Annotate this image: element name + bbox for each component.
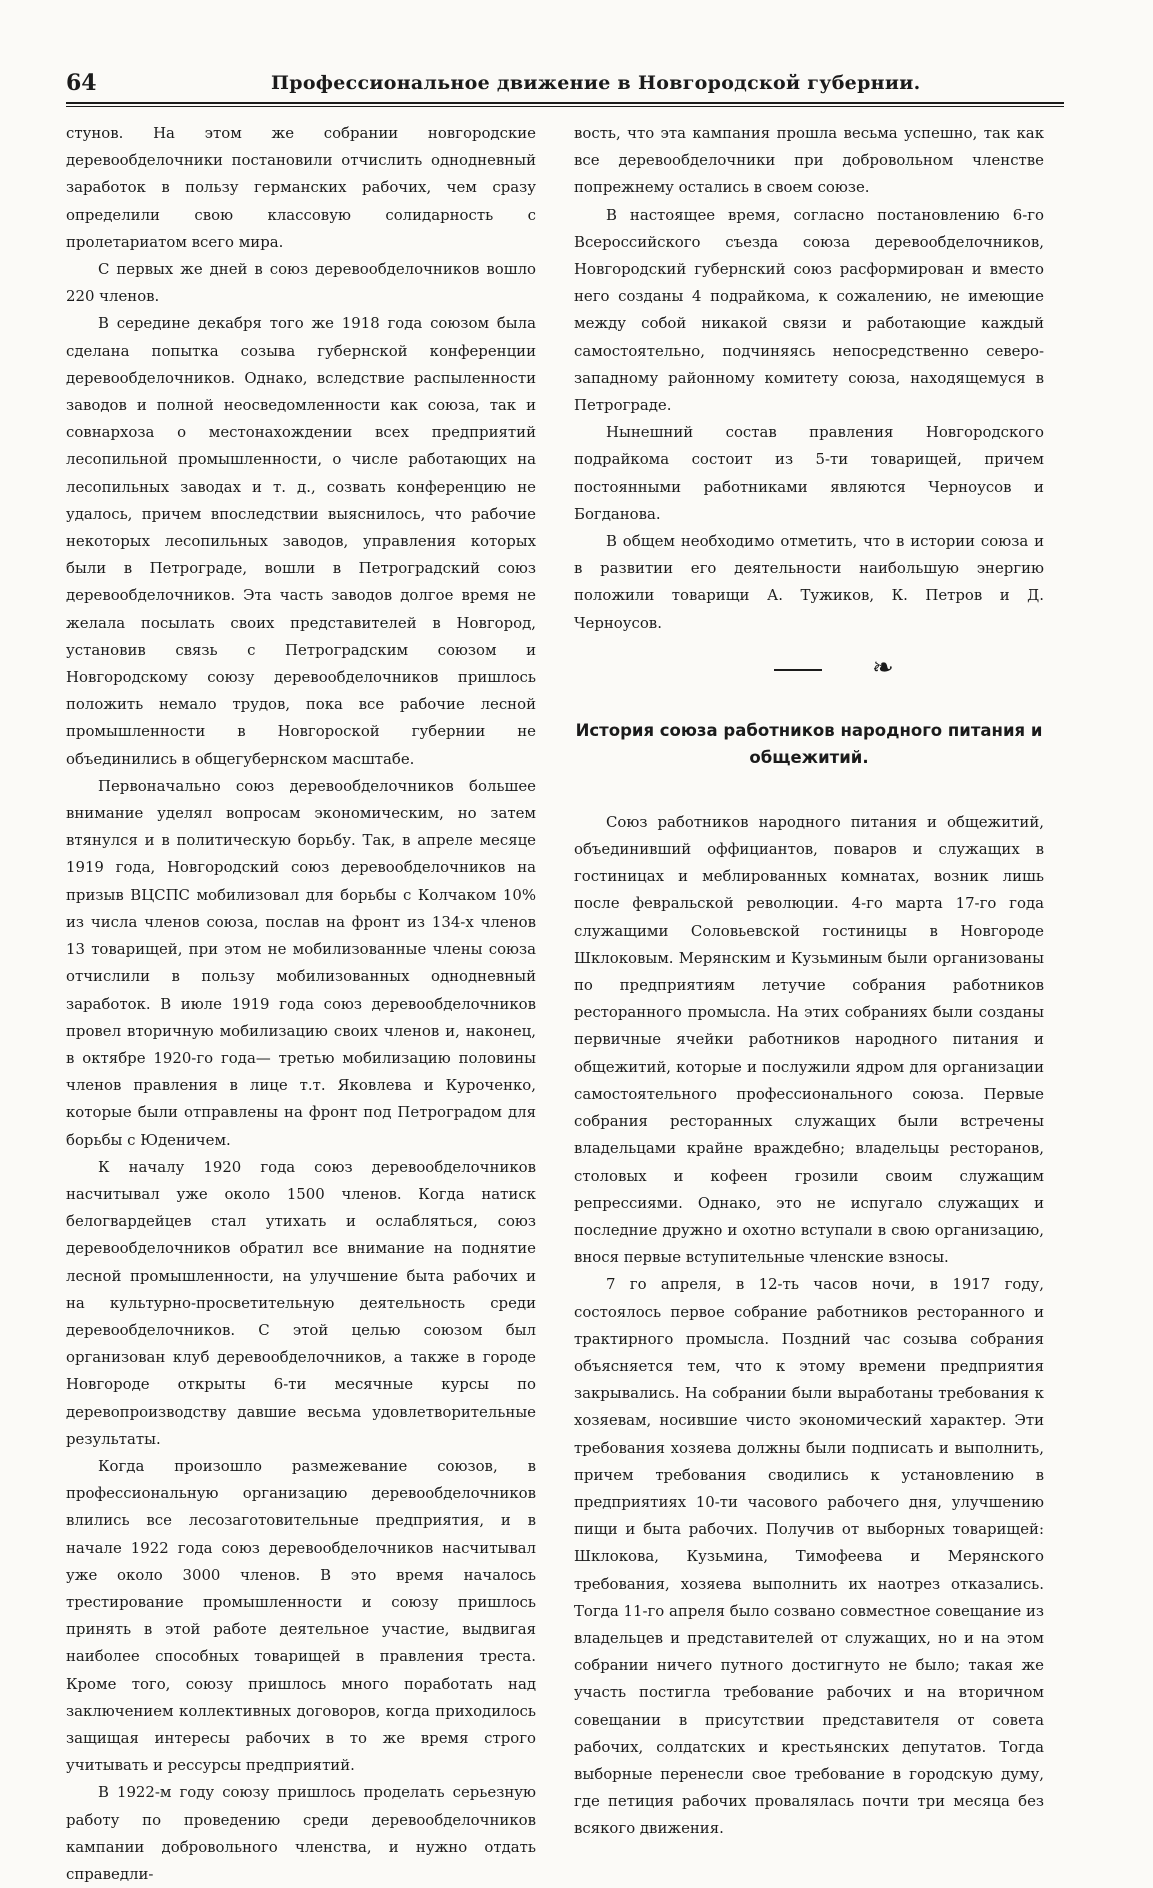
- section-title: История союза работников народного питания и общежитий.: [575, 720, 1043, 767]
- right-column: [574, 120, 1044, 1843]
- paragraph: вость, что эта кампания прошла весьма успешно, так как все деревообделочники при добровольном членстве попрежнему остались в своем союзе.: [574, 124, 1044, 197]
- separator-dash: [774, 669, 822, 671]
- paragraph: К началу 1920 года союз деревообделочников насчитывал уже около 1500 членов. Когда натиск белогвардейцев стал утихать и ослабляться, союз деревообделочников обратил все внимание на поднятие лесной промышленности, на улучшение быта рабочих и на культурно-просветительную деятельность среди деревообделочников. С этой целью союзом был организован клуб деревообделочников, а также в городе Новгороде открыты 6-ти месячные курсы по деревопроизводству давшие весьма удовлетворительные результаты.: [66, 1157, 536, 1448]
- document-page: [66, 70, 1066, 1883]
- paragraph: В 1922-м году союзу пришлось проделать серьезную работу по проведению среди деревообделочников кампании добровольного членства, и нужно отдать справедли-: [66, 1783, 536, 1883]
- page-header: [66, 70, 1066, 106]
- left-column: [66, 120, 536, 1888]
- paragraph: В настоящее время, согласно постановлению 6-го Всероссийского съезда союза деревообделочников, Новгородский губернский союз расформирован и вместо него созданы 4 подрайкома, к сожалению, не имеющие между собой никакой связи и работающие каждый самостоятельно, подчиняясь непосредственно северо-западному районному комитету союза, находящемуся в Петрограде.: [574, 205, 1044, 415]
- section-separator: [574, 651, 1044, 691]
- paragraph: стунов. На этом же собрании новгородские деревообделочники постановили отчислить однодневный заработок в пользу германских рабочих, чем сразу определили свою классовую солидарность с пролетариатом всего мира.: [66, 124, 536, 251]
- header-rule: [66, 102, 1064, 107]
- running-title: Профессиональное движение в Новгородской губернии.: [271, 72, 921, 94]
- page-number: 64: [66, 70, 97, 96]
- paragraph: Когда произошло размежевание союзов, в профессиональную организацию деревообделочников влились все лесозаготовительные предприятия, и в начале 1922 года союз деревообделочников насчитывал уже около 3000 членов. В это время началось трестирование промышленности и союзу пришлось принять в этой работе деятельное участие, выдвигая наиболее способных товарищей в правления треста. Кроме того, союзу пришлось много поработать над заключением коллективных договоров, когда приходилось защищая интересы рабочих в то же время строго учитывать и рессурсы предприятий.: [66, 1456, 536, 1775]
- paragraph: 7 го апреля, в 12-ть часов ночи, в 1917 году, состоялось первое собрание работников ресторанного и трактирного промысла. Поздний час созыва собрания объясняется тем, что к этому времени предприятия закрывались. На собрании были выработаны требования к хозяевам, носившие чисто экономический характер. Эти требования хозяева должны были подписать и выполнить, причем требования сводились к установлению в предприятиях 10-ти часового рабочего дня, улучшению пищи и быта рабочих. Получив от выборных товарищей: Шклокова, Кузьмина, Тимофеева и Мерянского требования, хозяева выполнить их наотрез отказались. Тогда 11-го апреля было созвано совместное совещание из владельцев и представителей от служащих, но и на этом собрании ничего путного достигнуто не было; такая же участь постигла требование рабочих и на вторичном совещании в присутствии представителя от совета рабочих, солдатских и крестьянских депутатов. Тогда выборные перенесли свое требование в городскую думу, где петиция рабочих провалялась почти три месяца без всякого движения.: [574, 1275, 1044, 1838]
- paragraph: В середине декабря того же 1918 года союзом была сделана попытка созыва губернской конференции деревообделочников. Однако, вследствие распыленности заводов и полной неосведомленности как союза, так и совнархоза о местонахождении всех предприятий лесопильной промышленности, о числе работающих на лесопильных заводах и т. д., созвать конференцию не удалось, причем впоследствии выяснилось, что рабочие некоторых лесопильных заводов, управления которых были в Петрограде, вошли в Петроградский союз деревообделочников. Эта часть заводов долгое время не желала посылать своих представителей в Новгород, установив связь с Петроградским союзом и Новгородскому союзу деревообделочников пришлось положить немало трудов, пока все рабочие лесной промышленности в Новгороской губернии не объединились в общегубернском масштабе.: [66, 314, 536, 768]
- paragraph: Союз работников народного питания и общежитий, объединивший оффициантов, поваров и служащих в гостиницах и меблированных комнатах, возник лишь после февральской революции. 4-го марта 17-го года служащими Соловьевской гостиницы в Новгороде Шклоковым. Мерянским и Кузьминым были организованы по предприятиям летучие собрания работников ресторанного промысла. На этих собраниях были созданы первичные ячейки работников народного питания и общежитий, которые и послужили ядром для организации самостоятельного профессионального союза. Первые собрания ресторанных служащих были встречены владельцами крайне враждебно; владельцы ресторанов, столовых и кофеен грозили своим служащим репрессиями. Однако, это не испугало служащих и последние дружно и охотно вступали в свою организацию, внося первые вступительные членские взносы.: [574, 812, 1044, 1267]
- paragraph: Первоначально союз деревообделочников большее внимание уделял вопросам экономическим, но затем втянулся и в политическую борьбу. Так, в апреле месяце 1919 года, Новгородский союз деревообделочников на призыв ВЦСПС мобилизовал для борьбы с Колчаком 10% из числа членов союза, послав на фронт из 134-х членов 13 товарищей, при этом не мобилизованные члены союза отчислили в пользу мобилизованных однодневный заработок. В июле 1919 года союз деревообделочников провел вторичную мобилизацию своих членов и, наконец, в октябре 1920-го года— третью мобилизацию половины членов правления в лице т.т. Яковлева и Куроченко, которые были отправлены на фронт под Петроградом для борьбы с Юденичем.: [66, 776, 536, 1149]
- fleuron-icon: ❧: [872, 652, 894, 683]
- paragraph: С первых же дней в союз деревообделочников вошло 220 членов.: [66, 260, 536, 306]
- paragraph: Нынешний состав правления Новгородского подрайкома состоит из 5-ти товарищей, причем постоянными работниками являются Черноусов и Богданова.: [574, 423, 1044, 523]
- paragraph: В общем необходимо отметить, что в истории союза и в развитии его деятельности наибольшую энергию положили товарищи А. Тужиков, К. Петров и Д. Черноусов.: [574, 532, 1044, 632]
